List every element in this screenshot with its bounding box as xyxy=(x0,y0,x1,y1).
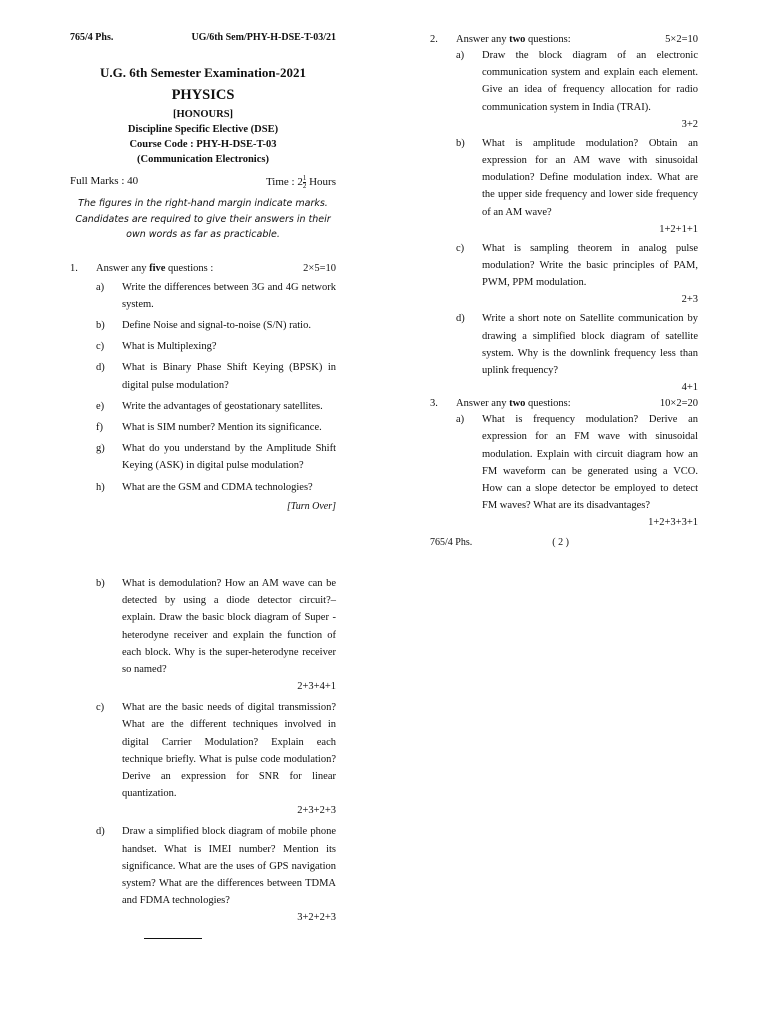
item-marks: 2+3 xyxy=(681,294,698,306)
question-item-row xyxy=(70,279,336,313)
question-3-list xyxy=(430,411,698,531)
item-text: Write the advantages of geostationary satellites. xyxy=(122,400,323,412)
question-item xyxy=(70,575,336,695)
time-frac-den: 2 xyxy=(302,182,307,190)
question-1-list xyxy=(70,279,336,496)
question-instruction xyxy=(456,34,665,45)
page-1 xyxy=(70,32,336,512)
question-item xyxy=(70,699,336,819)
question-2-header xyxy=(430,34,698,45)
question-item xyxy=(430,240,698,309)
page-2 xyxy=(430,34,698,548)
question-item-row xyxy=(70,575,336,678)
question-number: 3. xyxy=(430,398,438,410)
q2-bold: two xyxy=(509,34,526,45)
end-rule-wrap xyxy=(70,936,336,939)
course-name: (Communication Electronics) xyxy=(137,154,269,165)
question-item-row xyxy=(430,135,698,221)
question-item-row xyxy=(430,240,698,292)
item-marks: 1+2+1+1 xyxy=(659,223,698,235)
item-marks: 3+2+2+3 xyxy=(297,912,336,924)
item-text: Define Noise and signal-to-noise (S/N) ratio. xyxy=(122,319,311,331)
honours-label: [HONOURS] xyxy=(172,109,234,120)
question-instruction xyxy=(96,263,303,274)
question-item-row xyxy=(430,411,698,514)
item-text: What are the GSM and CDMA technologies? xyxy=(122,481,313,493)
elective-label: Discipline Specific Elective (DSE) xyxy=(127,124,279,135)
item-label: b) xyxy=(96,578,105,589)
item-label: f) xyxy=(96,421,103,433)
question-marks: 10×2=20 xyxy=(659,398,698,410)
turn-over: [Turn Over] xyxy=(286,500,336,512)
item-marks: 2+3+4+1 xyxy=(297,681,336,693)
q1-pre: Answer any xyxy=(96,262,147,274)
question-item-row xyxy=(70,699,336,802)
item-text: What is sampling theorem in analog pulse modulation? Write the basic principles of PAM, PWM, PPM modulation. xyxy=(482,242,698,289)
question-item xyxy=(70,398,336,415)
q1-bold: five xyxy=(149,262,166,274)
item-text: What is frequency modulation? Derive an expression for an FM wave with sinusoidal modulation. Explain with circuit diagram how an FM waveform can be generated using a VCO. How can a slope detector be employed to detect FM waves? What are its disadvantages? xyxy=(482,414,698,512)
question-item xyxy=(70,338,336,355)
footer-paper-code: 765/4 Phs. xyxy=(430,537,473,549)
item-marks: 1+2+3+3+1 xyxy=(648,517,698,529)
question-1-header xyxy=(70,263,336,274)
question-number: 2. xyxy=(430,34,438,45)
item-label: g) xyxy=(96,443,105,455)
question-item xyxy=(70,359,336,393)
time-allowed xyxy=(266,175,336,190)
question-3-header xyxy=(430,398,698,409)
question-item xyxy=(430,135,698,238)
item-text: What is demodulation? How an AM wave can be detected by using a diode detector circuit?– explain. Draw the basic block diagram of Super -heterodyne receiver and explain the function of each block. Why is the super-heterodyne receiver so named? xyxy=(122,578,336,676)
question-item-row xyxy=(70,823,336,909)
question-item-row xyxy=(70,338,336,355)
question-item xyxy=(70,419,336,436)
question-item xyxy=(70,479,336,496)
exam-code: UG/6th Sem/PHY-H-DSE-T-03/21 xyxy=(191,32,336,43)
question-item-row xyxy=(70,479,336,496)
q3-bold: two xyxy=(509,398,526,410)
exam-title: U.G. 6th Semester Examination-2021 xyxy=(100,65,306,80)
item-label: d) xyxy=(96,362,105,374)
question-marks: 5×2=10 xyxy=(665,34,698,45)
q2-pre: Answer any xyxy=(456,34,507,45)
footer-page-number: ( 2 ) xyxy=(552,537,569,549)
item-marks: 3+2 xyxy=(681,118,698,130)
page-footer xyxy=(430,537,698,548)
item-text: Draw the block diagram of an electronic communication system and explain each element. Give an idea of frequency allocation for radio communication system in India (TRAI). xyxy=(482,50,698,113)
item-label: b) xyxy=(96,319,105,331)
question-item xyxy=(430,47,698,133)
time-suffix: Hours xyxy=(309,176,336,189)
item-text: Write a short note on Satellite communication by drawing a simplified block diagram of satellite system. Why is the downlink frequency less than uplink frequency? xyxy=(482,313,698,377)
question-instruction xyxy=(456,398,660,409)
question-3-continued-list xyxy=(70,575,336,926)
item-label: e) xyxy=(96,400,105,412)
paper-code: 765/4 Phs. xyxy=(70,32,114,43)
item-label: b) xyxy=(456,137,465,149)
item-label: a) xyxy=(456,414,465,426)
subject-title: PHYSICS xyxy=(171,87,235,103)
course-code: Course Code : PHY-H-DSE-T-03 xyxy=(129,139,277,150)
item-label: c) xyxy=(96,702,105,714)
item-label: a) xyxy=(96,281,105,293)
page-header xyxy=(70,32,336,43)
marks-time-row xyxy=(70,175,336,190)
item-label: a) xyxy=(456,50,465,61)
item-text: What is amplitude modulation? Obtain an expression for an AM wave with sinusoidal modulation? Define modulation index. What are the upper side frequency and lower side frequency of an AM wave? xyxy=(482,137,698,218)
item-label: d) xyxy=(96,826,105,838)
question-item xyxy=(70,279,336,313)
question-marks: 2×5=10 xyxy=(303,262,336,274)
instructions: The figures in the right-hand margin indicate marks. Candidates are required to give their answers in their own words as far as practicable. xyxy=(75,198,331,240)
item-text: Draw a simplified block diagram of mobile phone handset. What is IMEI number? Mention its significance. What are the uses of GPS navigation system? What are the differences between TDMA and FDMA technologies? xyxy=(122,826,336,907)
item-text: What is Binary Phase Shift Keying (BPSK) in digital pulse modulation? xyxy=(122,362,336,391)
question-number: 1. xyxy=(70,262,78,274)
time-prefix: Time : 2 xyxy=(265,176,303,189)
item-label: h) xyxy=(96,481,105,493)
question-item-row xyxy=(430,310,698,379)
item-text: What are the basic needs of digital transmission? What are the different techniques involved in digital Carrier Modulation? Explain each technique briefly. What is pulse code modulation? Derive an expression for SNR for linear quantization. xyxy=(122,702,336,800)
question-item-row xyxy=(70,398,336,415)
end-rule xyxy=(144,936,202,939)
page-3 xyxy=(70,575,336,939)
q3-pre: Answer any xyxy=(456,398,507,410)
item-text: Write the differences between 3G and 4G network system. xyxy=(122,281,336,310)
question-item xyxy=(430,411,698,531)
question-2-list xyxy=(430,47,698,396)
question-item xyxy=(70,317,336,334)
item-marks: 2+3+2+3 xyxy=(297,805,336,817)
item-text: What is SIM number? Mention its significance. xyxy=(122,421,322,433)
q3-post: questions: xyxy=(528,398,571,410)
question-item-row xyxy=(70,419,336,436)
question-item-row xyxy=(70,359,336,393)
question-item-row xyxy=(70,440,336,474)
item-marks: 4+1 xyxy=(681,382,698,394)
question-item xyxy=(70,440,336,474)
question-item xyxy=(430,310,698,396)
question-item xyxy=(70,823,336,926)
time-fraction xyxy=(303,175,307,190)
q2-post: questions: xyxy=(528,34,571,45)
full-marks: Full Marks : 40 xyxy=(70,175,139,187)
question-item-row xyxy=(430,47,698,116)
q1-post: questions : xyxy=(168,262,214,274)
item-text: What do you understand by the Amplitude Shift Keying (ASK) in digital pulse modulation? xyxy=(122,443,336,472)
item-label: c) xyxy=(96,341,105,353)
time-frac-num: 1 xyxy=(302,174,307,182)
question-item-row xyxy=(70,317,336,334)
item-text: What is Multiplexing? xyxy=(122,341,217,353)
item-label: c) xyxy=(456,242,465,254)
item-label: d) xyxy=(456,313,465,325)
